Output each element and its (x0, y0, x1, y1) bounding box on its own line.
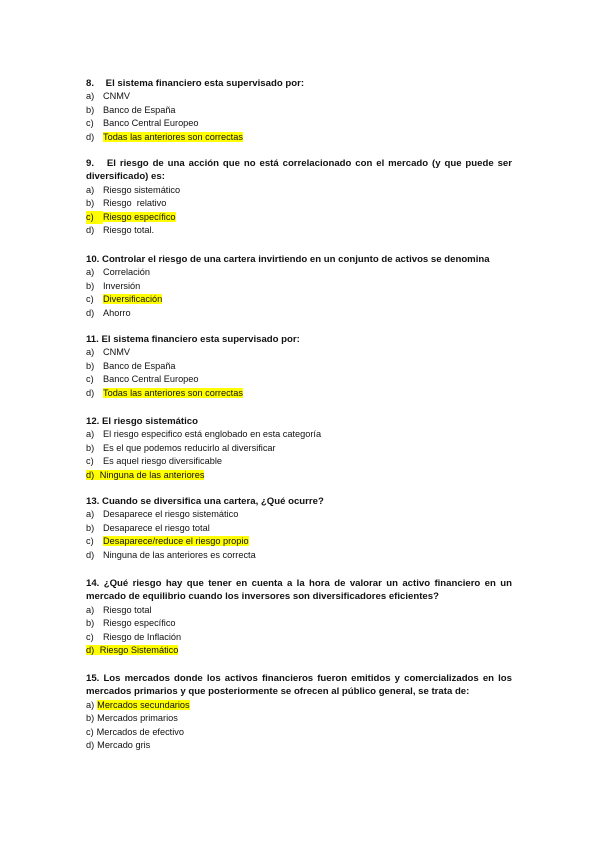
option-text: Ninguna de las anteriores es correcta (103, 549, 256, 560)
option-text: Desaparece el riesgo sistemático (103, 509, 239, 520)
option-letter: b) (86, 360, 95, 371)
option-c (86, 726, 512, 739)
answer-highlight: Todas las anteriores son correctas (103, 131, 243, 142)
option-text: Mercados primarios (97, 713, 178, 724)
option-text: Riesgo Sistemático (99, 645, 179, 656)
option-d (86, 739, 512, 752)
option-letter: d) (86, 645, 95, 656)
option-d (86, 307, 512, 320)
option-text: Correlación (103, 267, 150, 278)
option-b (86, 280, 512, 293)
question-title: 9. El riesgo de una acción que no está correlacionado con el mercado (y que puede ser diversificado) es: (86, 158, 512, 183)
option-text: Mercados de efectivo (96, 726, 184, 737)
option-letter: c) (86, 726, 94, 737)
option-text: Inversión (103, 280, 141, 291)
option-letter: d) (86, 740, 95, 751)
question-title: 11. El sistema financiero esta supervisado por: (86, 334, 300, 345)
option-b (86, 712, 512, 725)
option-a (86, 604, 512, 617)
option-letter: b) (86, 442, 95, 453)
option-b (86, 442, 512, 455)
option-letter: b) (86, 104, 95, 115)
option-letter: b) (86, 280, 95, 291)
option-text: Riesgo específico (103, 618, 176, 629)
answer-highlight: Desaparece/reduce el riesgo propio (103, 536, 249, 547)
option-text: Banco de España (103, 104, 176, 115)
option-letter: a) (86, 509, 95, 520)
option-letter: b) (86, 713, 95, 724)
option-letter: c) (86, 118, 94, 129)
option-c (86, 631, 512, 644)
option-text: Ahorro (103, 307, 131, 318)
option-text: CNMV (103, 347, 131, 358)
answer-highlight (86, 645, 178, 655)
option-text: Es aquel riesgo diversificable (103, 456, 222, 467)
option-d (86, 549, 512, 562)
question-13 (86, 495, 512, 562)
question-14 (86, 577, 512, 657)
option-letter: a) (86, 184, 95, 195)
question-title: 13. Cuando se diversifica una cartera, ¿Qué ocurre? (86, 496, 324, 507)
option-d-correct (86, 644, 512, 657)
option-a (86, 90, 512, 103)
option-letter: c) (86, 536, 94, 547)
option-text: Ninguna de las anteriores (99, 469, 205, 480)
option-letter: d) (86, 307, 95, 318)
option-text: Banco de España (103, 360, 176, 371)
option-letter: c) (86, 294, 94, 305)
option-letter: c) (86, 456, 94, 467)
option-letter: d) (86, 549, 95, 560)
option-text: Banco Central Europeo (103, 118, 199, 129)
answer-highlight: Todas las anteriores son correctas (103, 387, 243, 398)
option-b (86, 197, 512, 210)
option-letter: d) (86, 469, 95, 480)
option-letter: a) (86, 429, 95, 440)
option-c (86, 117, 512, 130)
option-d-correct (86, 131, 512, 144)
option-c (86, 455, 512, 468)
question-title: 10. Controlar el riesgo de una cartera invirtiendo en un conjunto de activos se denomina (86, 254, 490, 265)
option-letter: a) (86, 267, 95, 278)
option-text: Desaparece el riesgo total (103, 522, 210, 533)
question-11 (86, 333, 512, 400)
question-title: 15. Los mercados donde los activos financieros fueron emitidos y comercializados en los mercados primarios y que posteriormente se ofrecen al público general, se trata de: (86, 673, 512, 698)
option-letter: c) (86, 211, 103, 224)
option-c-correct (86, 535, 512, 548)
answer-highlight: Mercados secundarios (97, 699, 190, 710)
option-b (86, 522, 512, 535)
option-letter: a) (86, 91, 95, 102)
option-letter: c) (86, 374, 94, 385)
option-b (86, 104, 512, 117)
option-letter: a) (86, 604, 95, 615)
option-letter: d) (86, 387, 95, 398)
option-a (86, 428, 512, 441)
option-a (86, 266, 512, 279)
option-b (86, 617, 512, 630)
option-text: Banco Central Europeo (103, 374, 199, 385)
question-title: 8. El sistema financiero esta supervisado por: (86, 78, 305, 89)
question-title: 12. El riesgo sistemático (86, 416, 198, 427)
answer-highlight: Riesgo específico (103, 211, 176, 222)
option-text: CNMV (103, 91, 131, 102)
option-letter: b) (86, 618, 95, 629)
question-10 (86, 253, 512, 320)
option-letter: b) (86, 522, 95, 533)
option-d-correct (86, 469, 512, 482)
option-text: Riesgo total (103, 604, 152, 615)
option-letter: d) (86, 131, 95, 142)
option-d-correct (86, 387, 512, 400)
option-letter: a) (86, 699, 95, 710)
option-c-correct (86, 293, 512, 306)
option-text: Riesgo total. (103, 225, 155, 236)
option-text: Mercado gris (97, 740, 151, 751)
option-text: Es el que podemos reducirlo al diversificar (103, 442, 276, 453)
option-text: Riesgo de Inflación (103, 631, 182, 642)
option-d (86, 224, 512, 237)
question-8 (86, 77, 512, 144)
question-9 (86, 157, 512, 237)
answer-highlight: Diversificación (103, 294, 163, 305)
question-12 (86, 415, 512, 482)
option-letter: b) (86, 198, 95, 209)
option-a (86, 346, 512, 359)
option-letter: c) (86, 631, 94, 642)
option-text: El riesgo especifico está englobado en esta categoría (103, 429, 322, 440)
option-text: Riesgo relativo (103, 198, 167, 209)
option-a-correct (86, 699, 512, 712)
option-letter: d) (86, 225, 95, 236)
option-a (86, 508, 512, 521)
option-b (86, 360, 512, 373)
option-a (86, 184, 512, 197)
answer-highlight (86, 470, 204, 480)
question-15 (86, 672, 512, 752)
option-letter: a) (86, 347, 95, 358)
option-c (86, 373, 512, 386)
option-text: Riesgo sistemático (103, 184, 181, 195)
option-c-correct (86, 211, 512, 224)
question-title: 14. ¿Qué riesgo hay que tener en cuenta a la hora de valorar un activo financiero en un mercado de equilibrio cuando los inversores son diversificadores eficientes? (86, 578, 512, 603)
